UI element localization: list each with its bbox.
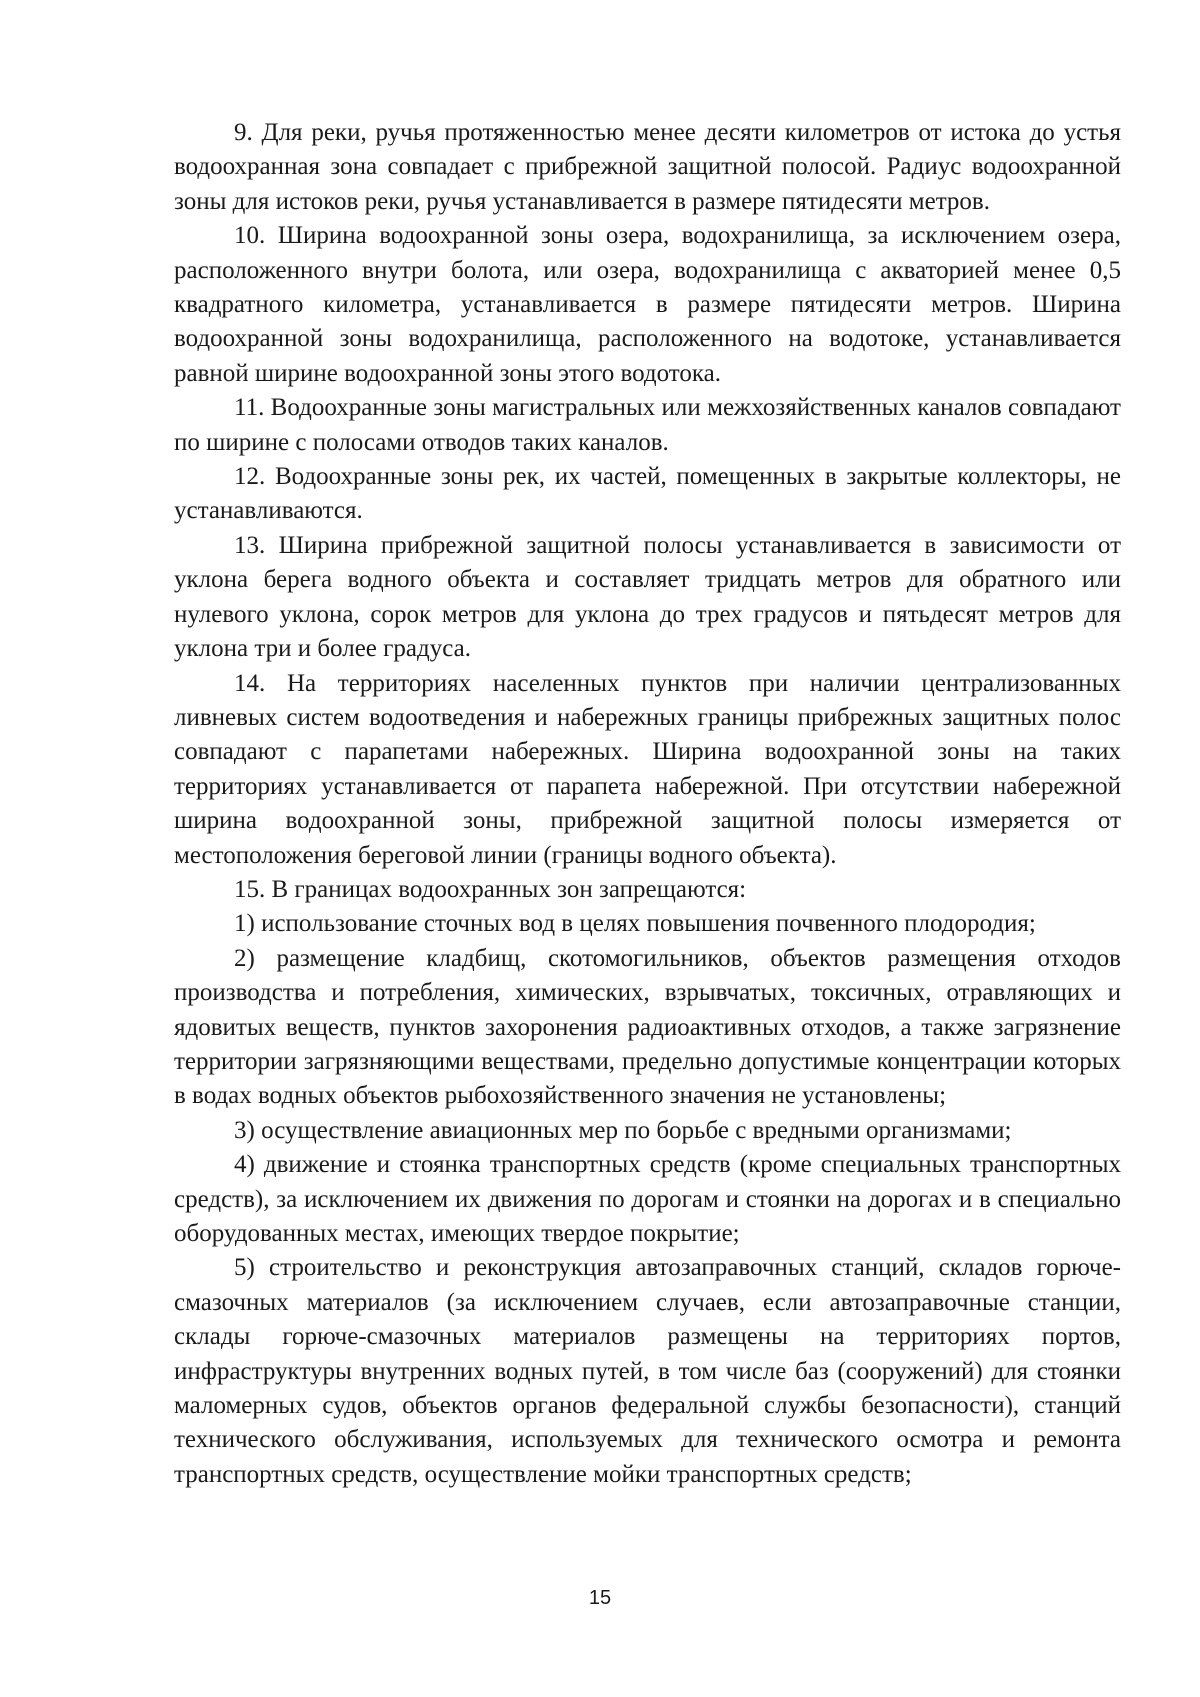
paragraph-item-10: 10. Ширина водоохранной зоны озера, водохранилища, за исключением озера, расположенного внутри болота, или озера, водохранилища с акваторией менее 0,5 квадратного километра, устанавливается в размере пятидесяти метров. Ширина водоохранной зоны водохранилища, расположенного на водотоке, устанавливается равной ширине водоохранной зоны этого водотока.: [174, 222, 1121, 387]
paragraph-item-13: 13. Ширина прибрежной защитной полосы устанавливается в зависимости от уклона берега водного объекта и составляет тридцать метров для обратного или нулевого уклона, сорок метров для уклона до трех градусов и пятьдесят метров для уклона три и более градуса.: [174, 531, 1121, 663]
paragraph-item-9: 9. Для реки, ручья протяженностью менее десяти километров от истока до устья водоохранная зона совпадает с прибрежной защитной полосой. Радиус водоохранной зоны для истоков реки, ручья устанавливается в размере пятидесяти метров.: [174, 119, 1121, 215]
list-item-1: 1) использование сточных вод в целях повышения почвенного плодородия;: [234, 910, 1036, 938]
paragraph-item-14: 14. На территориях населенных пунктов при наличии централизованных ливневых систем водоотведения и набережных границы прибрежных защитных полос совпадают с парапетами набережных. Ширина водоохранной зоны на таких территориях устанавливается от парапета набережной. При отсутствии набережной ширина водоохранной зоны, прибрежной защитной полосы измеряется от местоположения береговой линии (границы водного объекта).: [174, 669, 1121, 869]
list-item-5: 5) строительство и реконструкция автозаправочных станций, складов горюче-смазочных материалов (за исключением случаев, если автозаправочные станции, склады горюче-смазочных материалов размещены на территориях портов, инфраструктуры внутренних водных путей, в том числе баз (сооружений) для стоянки маломерных судов, объектов органов федеральной службы безопасности), станций технического обслуживания, используемых для технического осмотра и ремонта транспортных средств, осуществление мойки транспортных средств;: [174, 1254, 1121, 1488]
list-item-3: 3) осуществление авиационных мер по борьбе с вредными организмами;: [234, 1116, 1012, 1144]
list-item-2: 2) размещение кладбищ, скотомогильников, объектов размещения отходов производства и потребления, химических, взрывчатых, токсичных, отравляющих и ядовитых веществ, пунктов захоронения радиоактивных отходов, а также загрязнение территории загрязняющими веществами, предельно допустимые концентрации которых в водах водных объектов рыбохозяйственного значения не установлены;: [174, 944, 1121, 1110]
page-number: 15: [588, 1587, 612, 1609]
paragraph-item-15: 15. В границах водоохранных зон запрещаются:: [234, 875, 747, 903]
list-item-4: 4) движение и стоянка транспортных средств (кроме специальных транспортных средств), за исключением их движения по дорогам и стоянки на дорогах и в специально оборудованных местах, имеющих твердое покрытие;: [174, 1151, 1121, 1247]
paragraph-item-12: 12. Водоохранные зоны рек, их частей, помещенных в закрытые коллекторы, не устанавливаются.: [174, 463, 1121, 525]
document-body: [174, 116, 1121, 1492]
paragraph-item-11: 11. Водоохранные зоны магистральных или межхозяйственных каналов совпадают по ширине с полосами отводов таких каналов.: [174, 394, 1121, 456]
